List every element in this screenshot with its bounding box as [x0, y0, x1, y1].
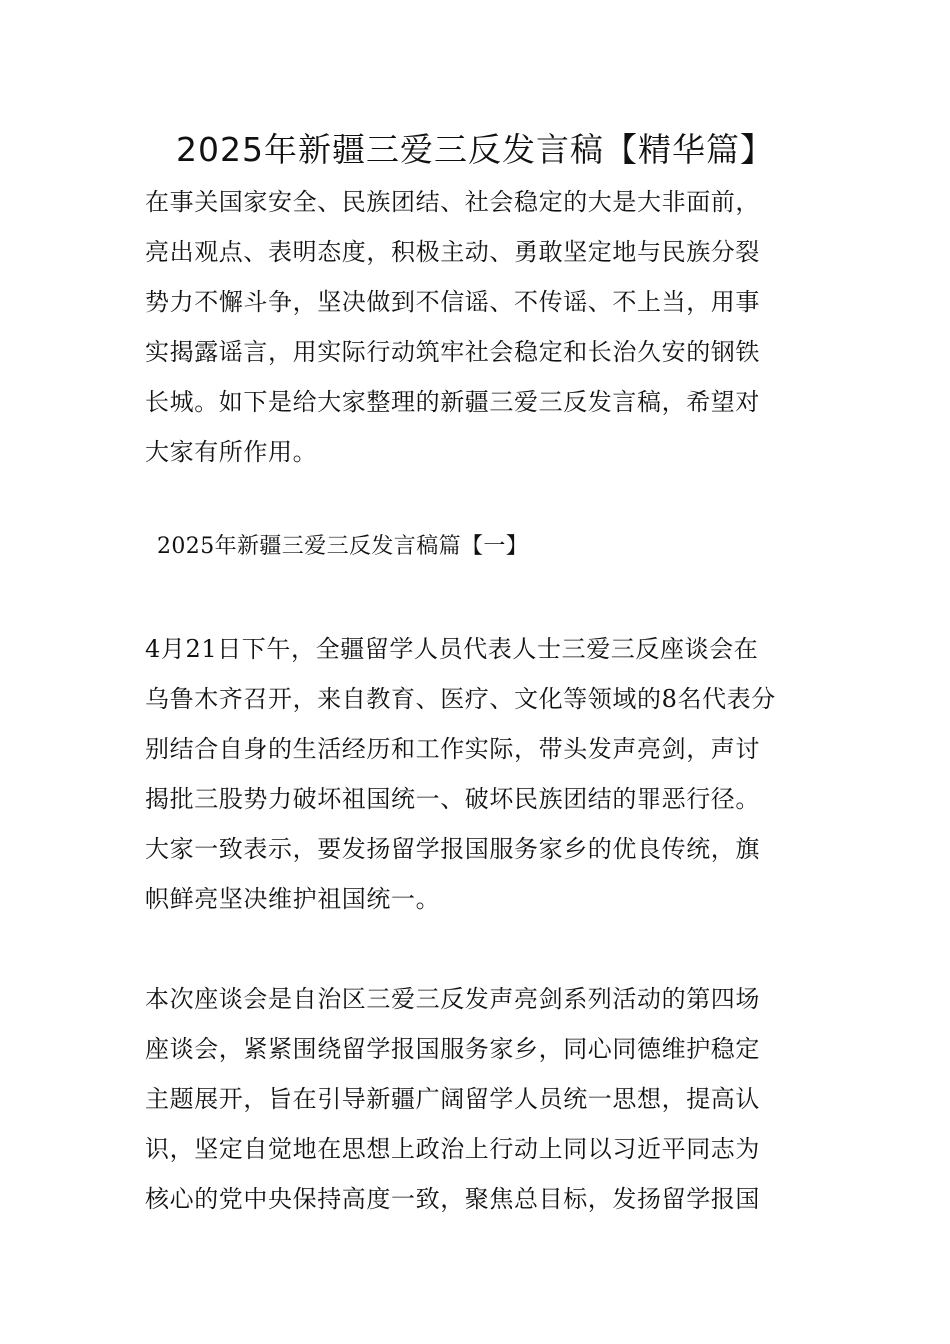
paragraph-line: 乌鲁木齐召开，来自教育、医疗、文化等领域的8名代表分	[145, 685, 776, 713]
intro-line: 实揭露谣言，用实际行动筑牢社会稳定和长治久安的钢铁	[145, 338, 760, 366]
paragraph-1	[145, 624, 810, 924]
intro-line: 在事关国家安全、民族团结、社会稳定的大是大非面前，	[145, 188, 760, 216]
intro-paragraph	[145, 177, 810, 477]
paragraph-line: 主题展开，旨在引导新疆广阔留学人员统一思想，提高认	[145, 1085, 760, 1113]
paragraph-line: 揭批三股势力破坏祖国统一、破坏民族团结的罪恶行径。	[145, 785, 760, 813]
intro-line: 长城。如下是给大家整理的新疆三爱三反发言稿，希望对	[145, 388, 760, 416]
intro-line: 大家有所作用。	[145, 438, 318, 466]
paragraph-line: 核心的党中央保持高度一致，聚焦总目标，发扬留学报国	[145, 1185, 760, 1213]
paragraph-line: 别结合自身的生活经历和工作实际，带头发声亮剑，声讨	[145, 735, 760, 763]
paragraph-line: 4月21日下午，全疆留学人员代表人士三爱三反座谈会在	[145, 635, 759, 663]
paragraph-line: 识，坚定自觉地在思想上政治上行动上同以习近平同志为	[145, 1135, 760, 1163]
paragraph-line: 座谈会，紧紧围绕留学报国服务家乡，同心同德维护稳定	[145, 1035, 760, 1063]
paragraph-2	[145, 974, 810, 1224]
document-title: 2025年新疆三爱三反发言稿【精华篇】	[176, 130, 774, 169]
paragraph-line: 本次座谈会是自治区三爱三反发声亮剑系列活动的第四场	[145, 985, 760, 1013]
paragraph-line: 大家一致表示，要发扬留学报国服务家乡的优良传统，旗	[145, 835, 760, 863]
paragraph-line: 帜鲜亮坚决维护祖国统一。	[145, 885, 441, 913]
intro-line: 亮出观点、表明态度，积极主动、勇敢坚定地与民族分裂	[145, 238, 760, 266]
section-heading: 2025年新疆三爱三反发言稿篇【一】	[157, 534, 529, 559]
intro-line: 势力不懈斗争，坚决做到不信谣、不传谣、不上当，用事	[145, 288, 760, 316]
